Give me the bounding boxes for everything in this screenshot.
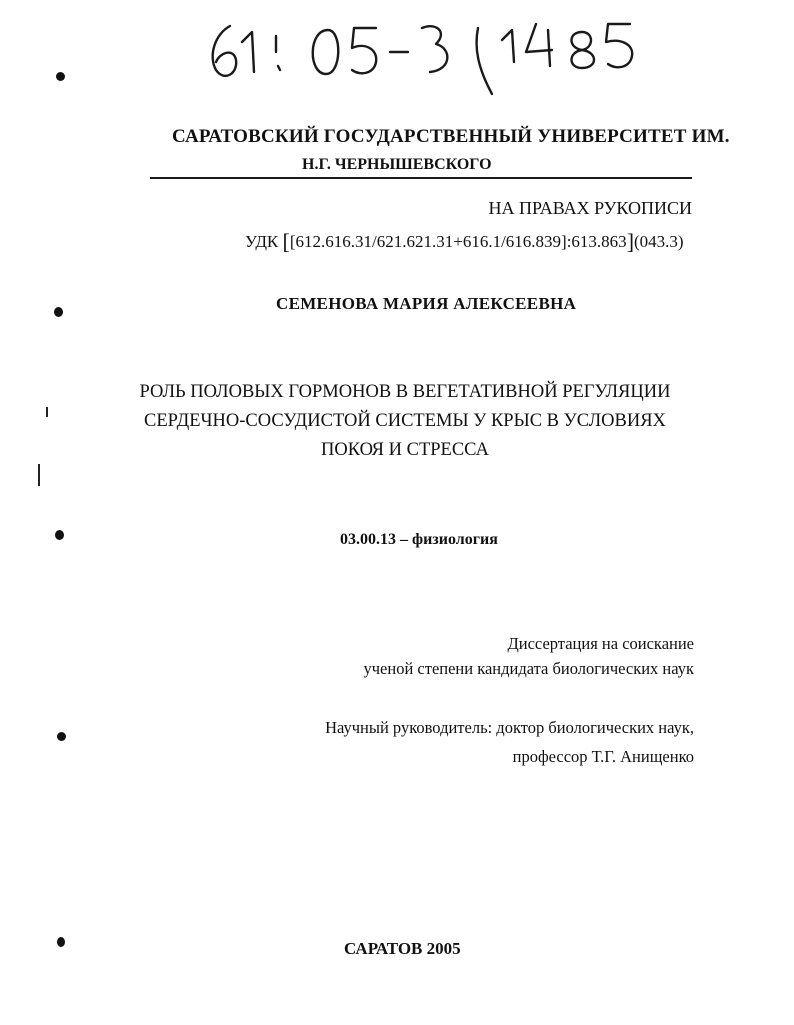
margin-dot bbox=[57, 937, 65, 947]
margin-dot bbox=[56, 72, 65, 81]
manuscript-rights: НА ПРАВАХ РУКОПИСИ bbox=[488, 198, 692, 218]
margin-tick bbox=[46, 407, 48, 417]
dissertation-title-line-1: РОЛЬ ПОЛОВЫХ ГОРМОНОВ В ВЕГЕТАТИВНОЙ РЕГУЛЯЦИИ bbox=[139, 382, 671, 402]
dissertation-purpose-line-1: Диссертация на соискание bbox=[507, 634, 694, 653]
udk-body: [612.616.31/621.621.31+616.1/616.839]:613.863 bbox=[289, 232, 627, 251]
specialty-code: 03.00.13 – физиология bbox=[340, 531, 498, 548]
city-year: САРАТОВ 2005 bbox=[344, 939, 461, 958]
supervisor-line-2: профессор Т.Г. Анищенко bbox=[512, 747, 694, 766]
dissertation-title-line-3: ПОКОЯ И СТРЕССА bbox=[321, 440, 489, 460]
margin-dot bbox=[54, 307, 63, 317]
university-namesake: Н.Г. ЧЕРНЫШЕВСКОГО bbox=[302, 156, 492, 173]
handwriting-drawing bbox=[190, 8, 660, 100]
dissertation-title-line-2: СЕРДЕЧНО-СОСУДИСТОЙ СИСТЕМЫ У КРЫС В УСЛОВИЯХ bbox=[144, 411, 666, 431]
handwritten-inventory-number bbox=[190, 8, 660, 100]
udk-suffix: (043.3) bbox=[634, 232, 684, 251]
supervisor-line-1: Научный руководитель: доктор биологических наук, bbox=[325, 718, 694, 737]
author-name: СЕМЕНОВА МАРИЯ АЛЕКСЕЕВНА bbox=[276, 294, 577, 313]
udk-close-bracket: ] bbox=[626, 229, 635, 254]
udk-code bbox=[245, 229, 684, 255]
margin-tick bbox=[38, 464, 40, 486]
udk-open-bracket: [ bbox=[282, 229, 290, 254]
margin-dot bbox=[57, 732, 66, 741]
dissertation-purpose-line-2: ученой степени кандидата биологических наук bbox=[363, 659, 694, 678]
header-divider bbox=[150, 177, 692, 179]
margin-dot bbox=[55, 530, 64, 540]
udk-prefix: УДК bbox=[245, 232, 283, 251]
university-name: САРАТОВСКИЙ ГОСУДАРСТВЕННЫЙ УНИВЕРСИТЕТ ИМ. bbox=[172, 126, 730, 147]
